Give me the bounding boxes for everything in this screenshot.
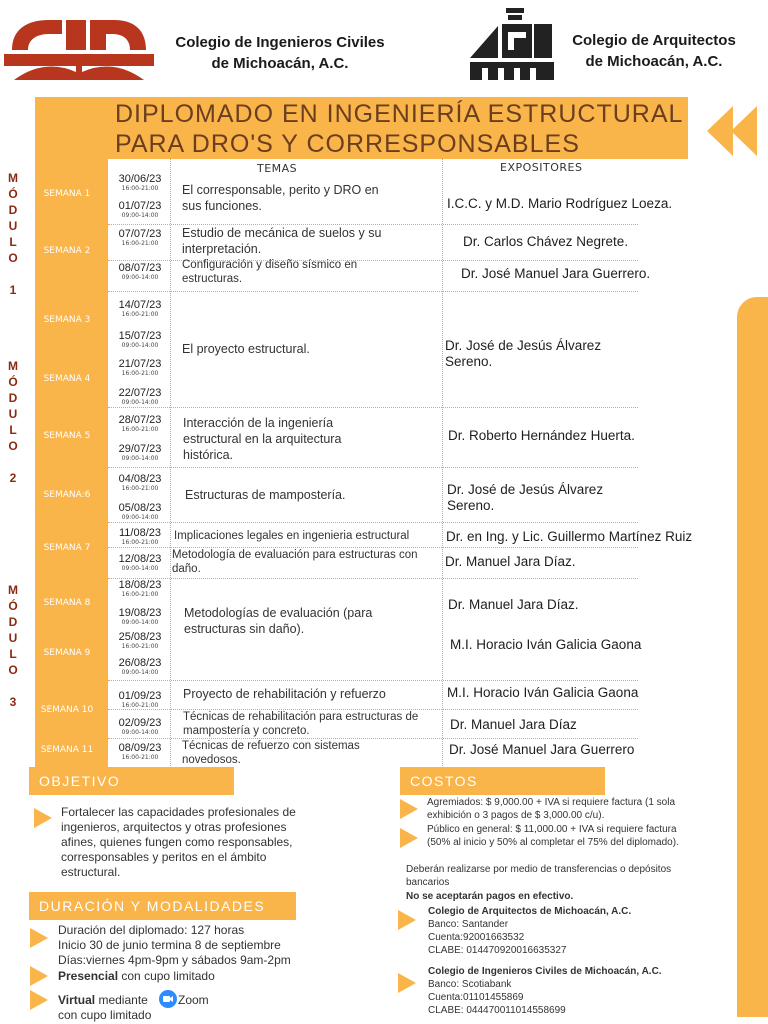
tema-cell: Implicaciones legales en ingenieria estructural	[174, 530, 410, 542]
virtual-cupo: con cupo limitado	[58, 1008, 152, 1022]
date-value: 04/08/23	[118, 473, 162, 485]
duracion-line3: Días:viernes 4pm-9pm y sábados 9am-2pm	[58, 953, 291, 967]
grid-vline-dates	[170, 158, 171, 766]
arrow-bullet-icon	[30, 928, 48, 948]
arrow-bullet-icon	[30, 966, 48, 986]
date-value: 11/08/23	[118, 527, 161, 539]
costos-heading: COSTOS	[400, 767, 605, 795]
date-value: 01/09/23	[118, 690, 162, 702]
cam-name	[556, 30, 752, 72]
expositor-cell: Dr. Carlos Chávez Negrete.	[463, 234, 629, 249]
expositor-cell: I.C.C. y M.D. Mario Rodríguez Loeza.	[447, 196, 673, 211]
modulo-2-label: M Ó D U L O 2	[8, 359, 18, 485]
semana-4: SEMANA 4	[43, 374, 91, 384]
expositor-cell: Dr. José Manuel Jara Guerrero	[449, 742, 635, 757]
expositor-cell: Dr. en Ing. y Lic. Guillermo Martínez Ruiz	[446, 529, 693, 544]
bank2-name: Colegio de Ingenieros Civiles de Michoacán, A.C.	[428, 966, 662, 977]
row-divider	[108, 522, 638, 523]
presencial-line	[58, 969, 215, 984]
semana-6: SEMANA:6	[43, 490, 91, 500]
title-line1: DIPLOMADO EN INGENIERÍA ESTRUCTURAL	[115, 100, 684, 128]
title-line2: PARA DRO'S Y CORRESPONSABLES	[115, 130, 580, 158]
bank1-name: Colegio de Arquitectos de Michoacán, A.C.	[428, 906, 632, 917]
tema-cell: Técnicas de rehabilitación para estructuras de mampostería y concreto.	[183, 711, 419, 737]
bank1-info	[428, 905, 688, 957]
virtual-line	[58, 993, 148, 1008]
time-value: 09:00-14:00	[121, 729, 159, 736]
row-divider	[108, 578, 638, 579]
row-divider	[108, 467, 638, 468]
tema-cell: Configuración y diseño sísmico en estructuras.	[182, 259, 358, 285]
bank2-banco: Banco: Scotiabank	[428, 979, 512, 990]
time-value: 09:00-14:00	[121, 212, 159, 219]
duracion-line1: Duración del diplomado: 127 horas	[58, 923, 245, 937]
expositor-cell: M.I. Horacio Iván Galicia Gaona	[447, 685, 639, 700]
costos-agremiados: Agremiados: $ 9,000.00 + IVA si requiere factura (1 sola exhibición o 3 pagos de $ 3,000.00 c/u).	[427, 797, 676, 821]
date-cell	[110, 607, 170, 626]
date-value: 08/09/23	[118, 742, 162, 754]
time-value: 09:00-14:00	[121, 342, 159, 349]
date-cell	[110, 414, 170, 433]
date-cell	[110, 473, 170, 492]
date-value: 07/07/23	[118, 228, 162, 240]
time-value: 16:00-21:00	[121, 539, 159, 546]
objetivo-text: Fortalecer las capacidades profesionales de ingenieros, arquitectos y otras profesiones afines, quienes fungen como responsables, corresponsables y peritos en el ámbito estructural.	[61, 805, 296, 879]
bank2-cuenta: Cuenta:01101455869	[428, 992, 524, 1003]
presencial-detail: con cupo limitado	[118, 969, 215, 983]
semana-10: SEMANA 10	[40, 705, 94, 715]
costos-no-cash: No se aceptarán pagos en efectivo.	[406, 891, 574, 902]
modulo-3-label: M Ó D U L O 3	[8, 583, 18, 709]
time-value: 16:00-21:00	[121, 311, 159, 318]
date-value: 21/07/23	[118, 358, 162, 370]
arrow-bullet-icon	[400, 799, 418, 819]
col-header-temas: TEMAS	[257, 162, 298, 175]
date-value: 12/08/23	[118, 553, 162, 565]
date-cell	[110, 173, 170, 192]
presencial-label: Presencial	[58, 969, 119, 983]
date-cell	[110, 717, 170, 736]
tema-cell: Metodología de evaluación para estructuras con daño.	[172, 549, 418, 575]
date-cell	[110, 657, 170, 676]
virtual-label: Virtual	[58, 993, 96, 1007]
bank1-banco: Banco: Santander	[428, 919, 509, 930]
date-value: 25/08/23	[118, 631, 162, 643]
costos-publico: Público en general: $ 11,000.00 + IVA si requiere factura (50% al inicio y 50% al completar el 75% del diplomado).	[427, 824, 679, 848]
tema-cell: El proyecto estructural.	[182, 342, 310, 356]
expositor-cell: Dr. José Manuel Jara Guerrero.	[461, 266, 651, 281]
costos-transfer: Deberán realizarse por medio de transferencias o depósitos bancarios	[406, 864, 672, 888]
bank1-clabe: CLABE: 014470920016635327	[428, 945, 567, 956]
time-value: 16:00-21:00	[121, 426, 159, 433]
objetivo-heading: OBJETIVO	[29, 767, 234, 795]
zoom-label: Zoom	[178, 993, 209, 1007]
date-value: 18/08/23	[118, 579, 162, 591]
time-value: 16:00-21:00	[121, 240, 159, 247]
date-value: 22/07/23	[118, 387, 162, 399]
expositor-cell: Dr. Manuel Jara Díaz.	[448, 597, 579, 612]
date-cell	[110, 579, 170, 598]
semana-11: SEMANA 11	[40, 745, 94, 755]
time-value: 09:00-14:00	[121, 669, 159, 676]
date-cell	[110, 262, 170, 281]
semana-7: SEMANA 7	[43, 543, 91, 553]
cam-name-line2: de Michoacán, A.C.	[585, 53, 723, 70]
date-value: 29/07/23	[118, 443, 162, 455]
date-value: 08/07/23	[118, 262, 162, 274]
arrow-bullet-icon	[400, 828, 418, 848]
right-accent-bar	[737, 297, 768, 1017]
tema-cell: Proyecto de rehabilitación y refuerzo	[183, 687, 386, 701]
tema-cell: Estudio de mecánica de suelos y su interpretación.	[182, 226, 382, 256]
date-cell	[110, 330, 170, 349]
time-value: 16:00-21:00	[121, 591, 159, 598]
date-cell	[110, 299, 170, 318]
time-value: 09:00-14:00	[121, 565, 159, 572]
arrow-bullet-icon	[398, 973, 416, 993]
time-value: 16:00-21:00	[121, 485, 159, 492]
semana-8: SEMANA 8	[43, 598, 91, 608]
time-value: 16:00-21:00	[121, 702, 159, 709]
double-chevron-left-icon	[707, 106, 759, 156]
time-value: 09:00-14:00	[121, 274, 159, 281]
expositor-cell: Dr. José de Jesús Álvarez Sereno.	[447, 482, 604, 513]
time-value: 16:00-21:00	[121, 185, 159, 192]
cam-logo	[468, 6, 556, 82]
zoom-icon	[159, 990, 177, 1008]
time-value: 09:00-14:00	[121, 514, 159, 521]
date-value: 05/08/23	[118, 502, 162, 514]
bank2-clabe: CLABE: 044470011014558699	[428, 1005, 566, 1016]
date-cell	[110, 200, 170, 219]
col-header-expositores: EXPOSITORES	[500, 161, 583, 174]
date-value: 28/07/23	[118, 414, 162, 426]
time-value: 16:00-21:00	[121, 370, 159, 377]
date-cell	[110, 443, 170, 462]
time-value: 16:00-21:00	[121, 754, 159, 761]
expositor-cell: Dr. Manuel Jara Díaz	[450, 717, 577, 732]
duracion-line2: Inicio 30 de junio termina 8 de septiembre	[58, 938, 281, 952]
arrow-bullet-icon	[30, 990, 48, 1010]
date-cell	[110, 553, 170, 572]
cam-name-line1: Colegio de Arquitectos	[572, 32, 736, 49]
duracion-lines	[58, 923, 318, 968]
date-cell	[110, 527, 170, 546]
bank2-info	[428, 965, 698, 1017]
row-divider	[108, 291, 638, 292]
semana-3: SEMANA 3	[43, 315, 91, 325]
date-value: 15/07/23	[118, 330, 162, 342]
tema-cell: El corresponsable, perito y DRO en sus funciones.	[182, 183, 379, 213]
date-cell	[110, 358, 170, 377]
time-value: 16:00-21:00	[121, 643, 159, 650]
expositor-cell: Dr. Manuel Jara Díaz.	[445, 554, 576, 569]
date-cell	[110, 631, 170, 650]
semana-5: SEMANA 5	[43, 431, 91, 441]
tema-cell: Metodologías de evaluación (para estructuras sin daño).	[184, 606, 373, 636]
title-bar	[108, 97, 688, 159]
virtual-mid: mediante	[95, 993, 148, 1007]
cic-name-line2: de Michoacán, A.C.	[211, 55, 349, 72]
semana-1: SEMANA 1	[43, 189, 91, 199]
expositor-cell: Dr. José de Jesús Álvarez Sereno.	[445, 338, 602, 369]
row-divider	[108, 407, 638, 408]
date-value: 30/06/23	[118, 173, 162, 185]
arrow-bullet-icon	[34, 808, 52, 828]
semana-9: SEMANA 9	[43, 648, 91, 658]
modulo-1-label: M Ó D U L O 1	[8, 171, 18, 297]
tema-cell: Interacción de la ingeniería estructural en la arquitectura histórica.	[183, 416, 342, 462]
date-cell	[110, 387, 170, 406]
duracion-heading: DURACIÓN Y MODALIDADES	[29, 892, 296, 920]
cic-name-line1: Colegio de Ingenieros Civiles	[175, 34, 385, 51]
cic-name	[156, 32, 404, 74]
cic-logo	[4, 14, 154, 82]
date-cell	[110, 690, 170, 709]
date-cell	[110, 502, 170, 521]
semana-2: SEMANA 2	[43, 246, 91, 256]
date-value: 14/07/23	[118, 299, 162, 311]
bank1-cuenta: Cuenta:92001663532	[428, 932, 525, 943]
arrow-bullet-icon	[398, 910, 416, 930]
date-value: 19/08/23	[118, 607, 162, 619]
expositor-cell: Dr. Roberto Hernández Huerta.	[448, 428, 635, 443]
date-cell	[110, 228, 170, 247]
tema-cell: Estructuras de mampostería.	[185, 488, 346, 502]
grid-vline-temas	[442, 158, 443, 766]
tema-cell: Técnicas de refuerzo con sistemas novedosos.	[182, 740, 360, 766]
date-value: 01/07/23	[118, 200, 162, 212]
time-value: 09:00-14:00	[121, 399, 159, 406]
time-value: 09:00-14:00	[121, 455, 159, 462]
expositor-cell: M.I. Horacio Iván Galicia Gaona	[450, 637, 642, 652]
date-value: 02/09/23	[118, 717, 162, 729]
date-cell	[110, 742, 170, 761]
row-divider	[108, 680, 638, 681]
time-value: 09:00-14:00	[121, 619, 159, 626]
date-value: 26/08/23	[118, 657, 162, 669]
